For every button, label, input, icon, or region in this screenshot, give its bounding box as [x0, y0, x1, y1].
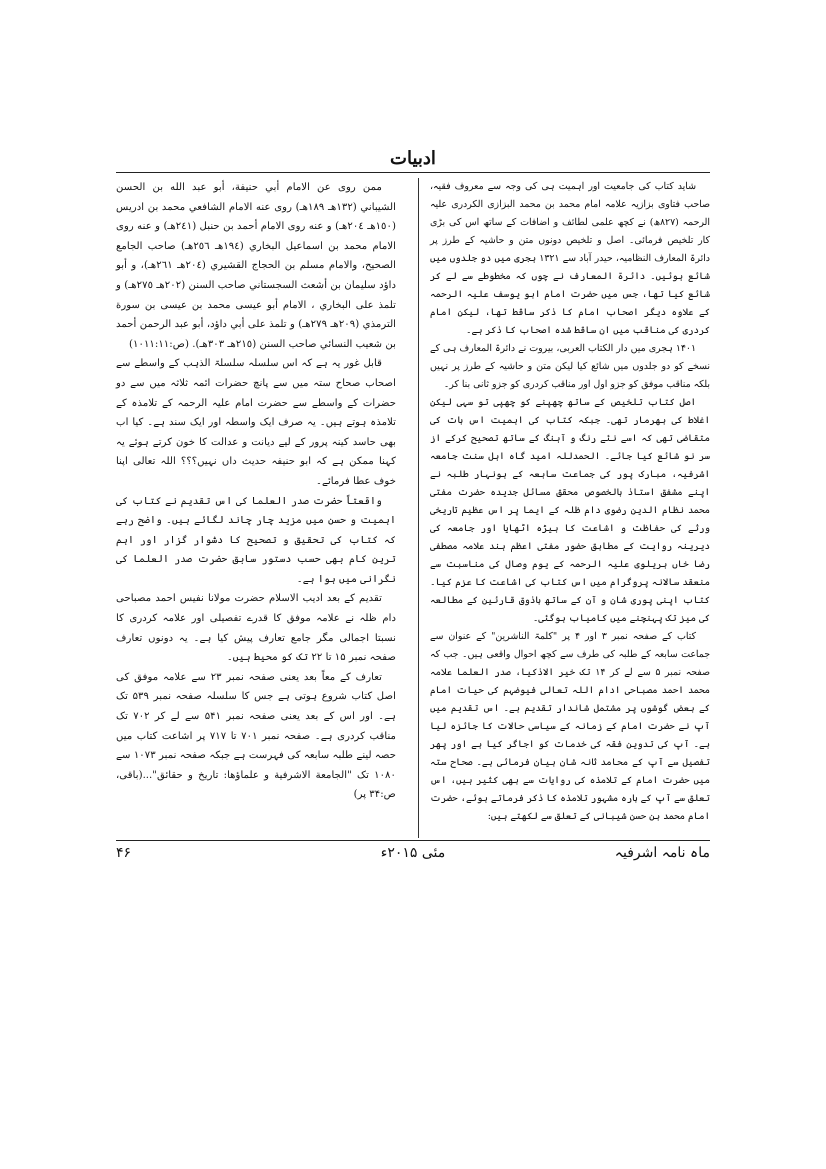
- paragraph: اصل کتاب تلخیص کے ساتھ چھپنے کو چھپی تو سہی لیکن اغلاط کی بھرمار تھی۔ جبکہ کتاب کی اہمیت اس بات کی متقاضی تھی کہ اسے نئے رنگ و آہنگ کے ساتھ تصحیح کرکے از سر نو شائع کیا جائے۔ الحمدللہ امید گاہ اہل سنت جامعہ اشرفیہ، مبارک پور کی جماعت سابعہ کے ہونہار طلبہ نے اپنے مشفق استاذ بالخصوص محقق مسائل جدیدہ حضرت مفتی محمد نظام الدین رضوی دام ظلہ کے ایما پر اس عظیم تاریخی ورثے کی حفاظت و اشاعت کا بیڑہ اٹھایا اور جامعہ کی دیرینہ روایت کے مطابق حضور مفتی اعظم ہند علامہ مصطفی رضا خاں بریلوی علیہ الرحمہ کے یوم وصال کی مناسبت سے منعقد سالانہ پروگرام میں اس کتاب کی اشاعت کا عزم کیا۔ کتاب اپنی پوری شان و آن کے ساتھ باذوق قارئین کے مطالعہ کی میز تک پہنچنے میں کامیاب ہوگئی۔: [430, 397, 710, 624]
- issue-date: مئی ۲۰۱۵ء: [380, 845, 446, 861]
- column-divider: [418, 178, 419, 838]
- magazine-name: ماہ نامہ اشرفیہ: [614, 845, 710, 861]
- paragraph: ۱۴۰۱ ہجری میں دار الکتاب العربی، بیروت نے دائرۃ المعارف ہی کے نسخے کو دو جلدوں میں شائع کیا لیکن متن و حاشیہ کے طرز پر نہیں بلکہ مناقب موفق کو جزو اول اور مناقب کردری کو جزو ثانی بنا کر۔: [430, 343, 710, 390]
- arabic-quotation: ممن روى عن الامام أبي حنيفة، أبو عبد الله بن الحسن الشيباني (١٣٢هـ ١٨٩هـ) روى عنه الامام الشافعي محمد بن ادريس (١٥٠هـ ٢٠٤هـ) و عنه روى الامام أحمد بن حنبل (٢٤١هـ) و عنه روى الامام محمد بن اسماعيل البخاري (١٩٤هـ ٢٥٦هـ) صاحب الجامع الصحيح، والامام مسلم بن الحجاج القشيري (٢٠٤هـ ٢٦١هـ)، و أبو داؤد سليمان بن أشعث السجستاني صاحب السنن (٢٠٢هـ ٢٧٥هـ) و تلمذ على البخاري ، الامام أبو عيسى محمد بن عيسى بن سورة الترمذي (٢٠٩هـ ٢٧٩هـ) و تلمذ على أبي داؤد، أبو عبد الرحمن أحمد بن شعيب النسائي صاحب السنن (٢١٥هـ ٣٠٣هـ). (ص:١٠١١:١١): [116, 182, 396, 350]
- paragraph: کتاب کے صفحہ نمبر ۳ اور ۴ پر "کلمۃ الناشرین" کے عنوان سے جماعت سابعہ کے طلبہ کی طرف سے کچھ احوال واقعی ہیں۔ جب کہ صفحہ نمبر ۵ سے لے کر ۱۴ تک خیر الاذکیا، صدر العلما علامہ محمد احمد مصباحی ادام اللہ تعالی فیوضہم کی حیات امام کے بعض گوشوں پر مشتمل شاندار تقدیم ہے۔ اس تقدیم میں آپ نے حضرت امام کے زمانہ کے سیاسی حالات کا جائزہ لیا ہے۔ آپ کی تدوین فقہ کی خدمات کو اجاگر کیا ہے اور پھر تفصیل سے آپ کے محامد ثانہ شان بیان فرمائی ہے۔ صحاح ستہ میں حضرت امام کے تلامذہ کی روایات سے بھی کثیر ہیں، اس تعلق سے آپ کے بارہ مشہور تلامذہ کا ذکر فرماتے ہوئے، حضرت امام محمد بن حسن شیبانی کے تعلق سے لکھتے ہیں:: [430, 631, 710, 822]
- left-column: [116, 178, 396, 805]
- paragraph: واقعتاً حضرت صدر العلما کی اس تقدیم نے کتاب کی اہمیت و حسن میں مزید چار چاند لگائے ہیں۔ واضح رہے کہ کتاب کی تحقیق و تصحیح کا دشوار گزار اور اہم ترین کام بھی حسب دستور سابق حضرت صدر العلما کی نگرانی میں ہوا ہے۔: [116, 495, 396, 585]
- header-rule: [116, 172, 710, 173]
- paragraph: تعارف کے معاً بعد یعنی صفحہ نمبر ۲۳ سے علامہ موفق کی اصل کتاب شروع ہوتی ہے جس کا سلسلہ صفحہ نمبر ۵۳۹ تک ہے۔ اور اس کے بعد یعنی صفحہ نمبر ۵۴۱ سے لے کر ۷۰۲ تک مناقب کردری ہے۔ صفحہ نمبر ۷۰۱ تا ۷۱۷ پر اشاعت کتاب میں حصہ لینے طلبہ سابعہ کی فہرست ہے جبکہ صفحہ نمبر ۱۰۷۳ سے ۱۰۸۰ تک "الجامعة الاشرفية و علماؤها: تاريخ و حقائق"...(باقی، ص:۳۴ پر): [116, 671, 396, 801]
- right-column: [430, 178, 710, 826]
- section-title: ادبیات: [390, 148, 436, 169]
- paragraph: تقدیم کے بعد ادیب الاسلام حضرت مولانا نفیس احمد مصباحی دام ظلہ نے علامہ موفق کا قدرے تفصیلی اور علامہ کردری کا نسبتا اجمالی مگر جامع تعارف پیش کیا ہے۔ یہ دونوں تعارف صفحہ نمبر ۱۵ تا ۲۲ تک کو محیط ہیں۔: [116, 593, 396, 664]
- footer-rule: [116, 840, 710, 841]
- page-footer: [116, 843, 710, 867]
- page-number: ۴۶: [116, 845, 132, 861]
- paragraph: قابل غور یہ ہے کہ اس سلسلہ سلسلۃ الذہب کے واسطے سے اصحاب صحاح ستہ میں سے پانچ حضرات ائمہ ثلاثہ میں سے دو حضرات کے واسطے سے حضرت امام علیہ الرحمہ کے تلامذہ کے تلامذہ ہوتے ہیں۔ یہ صرف ایک واسطہ اور ایک سند ہے۔ کیا اب بھی حاسد کینہ پرور کے لیے دیانت و عدالت کا خون کرتے ہوئے یہ کہنا ممکن ہے کہ ابو حنیفہ حدیث داں نہیں؟؟؟ اللہ تعالی اپنا خوف عطا فرمائے۔: [116, 358, 396, 487]
- paragraph: شاید کتاب کی جامعیت اور اہمیت ہی کی وجہ سے معروف فقیہ، صاحب فتاوی بزازیہ علامہ امام محمد بن محمد البزازی الکردری علیہ الرحمہ (۸۲۷ھ) نے کچھ علمی لطائف و اضافات کے ساتھ اس کی بڑی کار تلخیص فرمائی۔ اصل و تلخیص دونوں متن و حاشیہ کے طرز پر دائرۃ المعارف النظامیہ، حیدر آباد سے ۱۳۲۱ ہجری میں دو جلدوں میں شائع ہوئیں۔ دائرۃ المعارف نے چوں کہ مخطوطے سے لے کر شائع کیا تھا، جس میں حضرت امام ابو یوسف علیہ الرحمہ کے علاوہ دیگر اصحاب امام کا ذکر ساقط تھا، لیکن امام کردری کی مناقب میں ان ساقط شدہ اصحاب کا ذکر ہے۔: [430, 181, 711, 336]
